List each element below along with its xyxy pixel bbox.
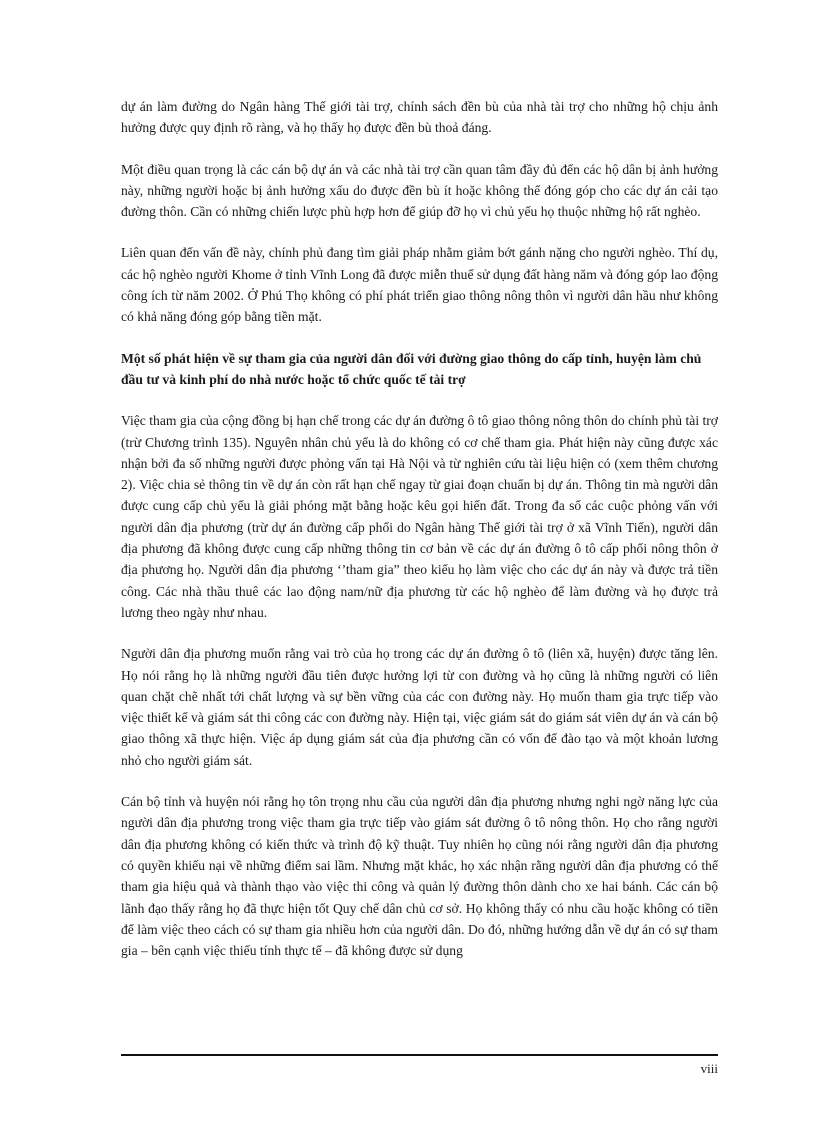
paragraph-4: Việc tham gia của cộng đồng bị hạn chế trong các dự án đường ô tô giao thông nông thôn do chính phủ tài trợ (trừ Chương trình 135). Nguyên nhân chủ yếu là do không có cơ chế tham gia. Phát hiện này cũng được xác nhận bởi đa số những người được phỏng vấn tại Hà Nội và từ nghiên cứu tài liệu hiện có (xem thêm chương 2). Việc chia sẻ thông tin về dự án còn rất hạn chế ngay từ giai đoạn chuẩn bị dự án. Thông tin mà người dân được cung cấp chủ yếu là giải phóng mặt bằng hoặc kêu gọi hiến đất. Trong đa số các cuộc phỏng vấn với người dân địa phương (trừ dự án đường cấp phối do Ngân hàng Thế giới tài trợ ở xã Vĩnh Tiến), người dân địa phương đã không được cung cấp những thông tin cơ bản về các dự án đường ô tô cấp phối nông thôn ở địa phương họ. Người dân địa phương ‘’tham gia” theo kiểu họ làm việc cho các dự án này và được trả tiền công. Các nhà thầu thuê các lao động nam/nữ địa phương từ các hộ nghèo để làm đường và họ được trả lương theo ngày như nhau. xyxy=(121,413,718,620)
page-number: viii xyxy=(700,1061,718,1076)
paragraph-6: Cán bộ tỉnh và huyện nói rằng họ tôn trọng nhu cầu của người dân địa phương nhưng nghi ngờ năng lực của người dân địa phương trong việc tham gia trực tiếp vào giám sát đường ô tô nông thôn. Họ cho rằng người dân địa phương không có kiến thức và trình độ kỹ thuật. Tuy nhiên họ cũng nói rằng người dân địa phương có quyền khiếu nại về những điểm sai lầm. Nhưng mặt khác, họ xác nhận rằng người dân địa phương có thể tham gia hiệu quả và thành thạo vào việc thi công và quản lý đường thôn dành cho xe hai bánh. Các cán bộ lãnh đạo thấy rằng họ đã thực hiện tốt Quy chế dân chủ cơ sở. Họ không thấy có nhu cầu hoặc không có tiền để làm việc theo cách có sự tham gia nhiều hơn của người dân. Do đó, những hướng dẫn về dự án có sự tham gia – bên cạnh việc thiếu tính thực tế – đã không được sử dụng xyxy=(121,794,718,959)
paragraph-5: Người dân địa phương muốn rằng vai trò của họ trong các dự án đường ô tô (liên xã, huyện) được tăng lên. Họ nói rằng họ là những người đầu tiên được hưởng lợi từ con đường và họ cũng là những người có liên quan chặt chẽ nhất tới chất lượng và sự bền vững của các con đường này. Họ muốn tham gia trực tiếp vào việc thiết kế và giám sát thi công các con đường này. Hiện tại, việc giám sát do giám sát viên dự án và cán bộ giao thông xã thực hiện. Việc áp dụng giám sát của địa phương cần có vốn để đào tạo và một khoản lương nhỏ cho người giám sát. xyxy=(121,646,718,768)
body-text xyxy=(121,96,718,981)
paragraph-2: Một điều quan trọng là các cán bộ dự án và các nhà tài trợ cần quan tâm đầy đủ đến các hộ dân bị ảnh hưởng này, những người hoặc bị ảnh hưởng xấu do được đền bù ít hoặc không thể đóng góp cho các dự án cải tạo đường thôn. Cần có những chiến lược phù hợp hơn để giúp đỡ họ vì chủ yếu họ thuộc những hộ rất nghèo. xyxy=(121,161,718,220)
paragraph-1: dự án làm đường do Ngân hàng Thế giới tài trợ, chính sách đền bù của nhà tài trợ cho những hộ chịu ảnh hưởng được quy định rõ ràng, và họ thấy họ được đền bù thoả đáng. xyxy=(121,99,718,136)
section-heading: Một số phát hiện về sự tham gia của người dân đối với đường giao thông do cấp tỉnh, huyện làm chủ đầu tư và kinh phí do nhà nước hoặc tổ chức quốc tế tài trợ xyxy=(121,350,702,387)
paragraph-3: Liên quan đến vấn đề này, chính phủ đang tìm giải pháp nhằm giảm bớt gánh nặng cho người nghèo. Thí dụ, các hộ nghèo người Khome ở tỉnh Vĩnh Long đã được miễn thuế sử dụng đất hàng năm và đóng góp lao động công ích từ năm 2002. Ở Phú Thọ không có phí phát triển giao thông nông thôn vì người dân hầu như không có khả năng đóng góp bằng tiền mặt. xyxy=(121,245,718,325)
footer-rule xyxy=(121,1054,718,1056)
